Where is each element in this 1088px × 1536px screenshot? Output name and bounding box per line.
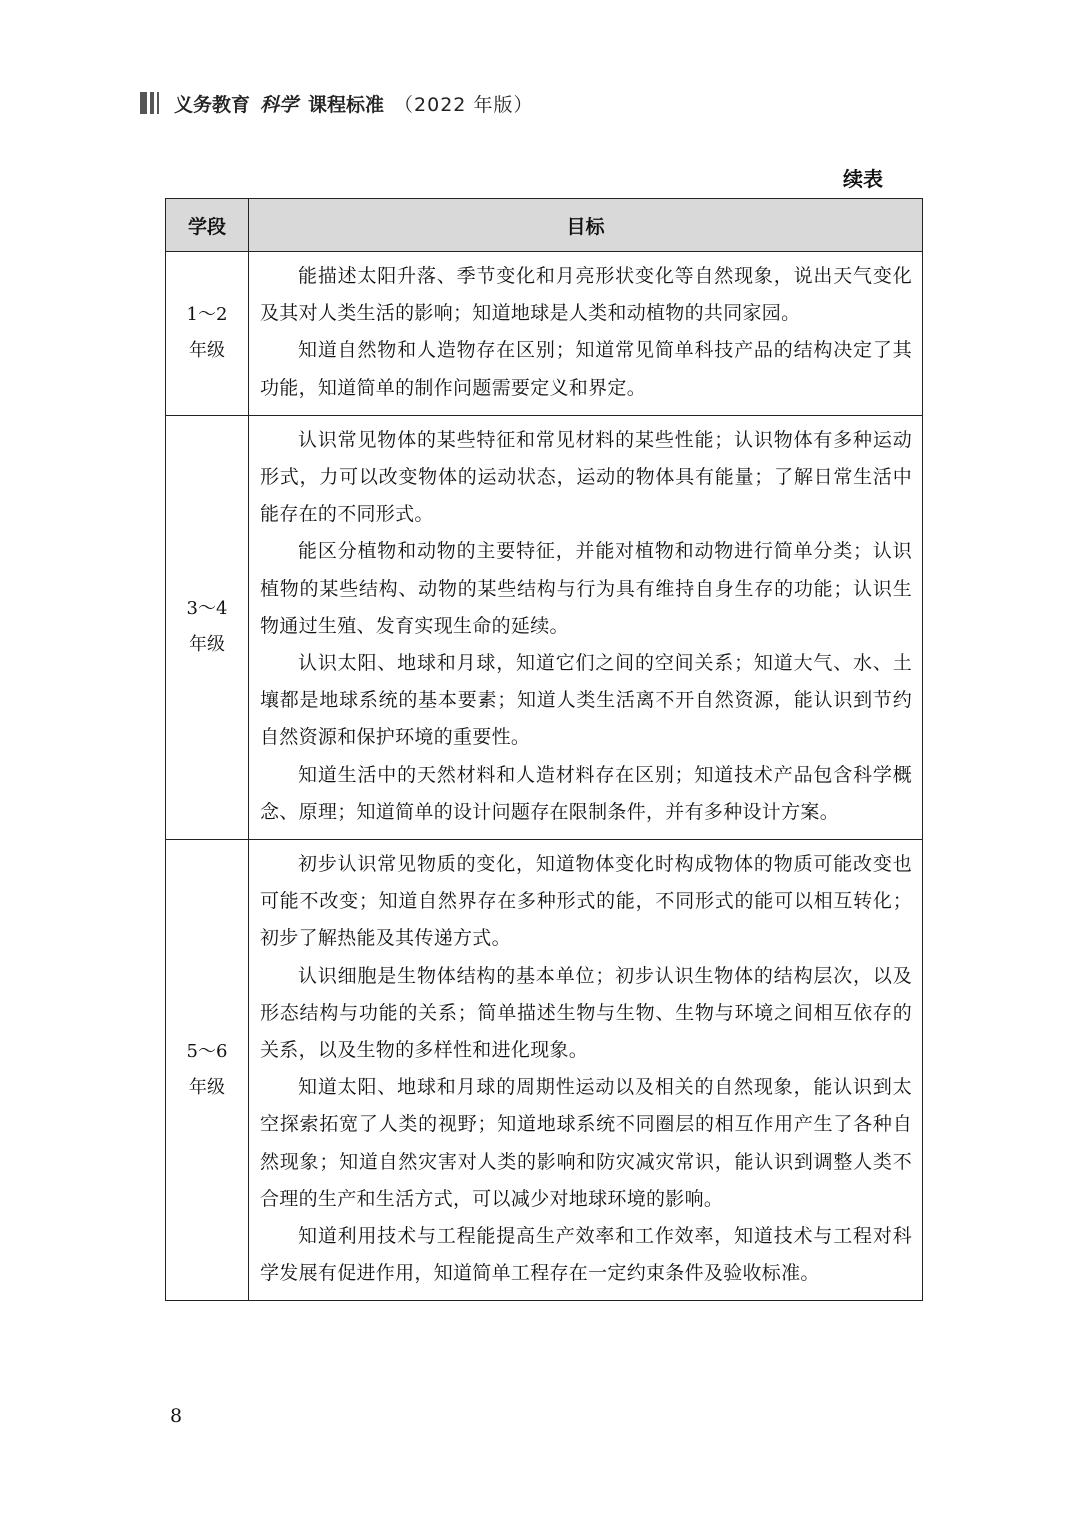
table-row [166,840,923,1301]
table-row [166,415,923,839]
header-goal: 目标 [249,199,923,252]
stage-cell [166,252,249,416]
stage-unit: 年级 [189,1077,225,1099]
stage-cell [166,840,249,1301]
goals-cell [249,252,923,416]
goal-paragraph: 能区分植物和动物的主要特征，并能对植物和动物进行简单分类；认识植物的某些结构、动物的某些结构与行为具有维持自身生存的功能；认识生物通过生殖、发育实现生命的延续。 [260,540,912,637]
header-subject: 科学 [260,93,299,116]
header-stage: 学段 [166,199,249,252]
goal-paragraph: 知道太阳、地球和月球的周期性运动以及相关的自然现象，能认识到太空探索拓宽了人类的视野；知道地球系统不同圈层的相互作用产生了各种自然现象；知道自然灾害对人类的影响和防灾减灾常识，能认识到调整人类不合理的生产和生活方式，可以减少对地球环境的影响。 [260,1076,912,1210]
goal-paragraph: 能描述太阳升落、季节变化和月亮形状变化等自然现象，说出天气变化及其对人类生活的影响；知道地球是人类和动植物的共同家园。 [260,265,912,325]
goal-paragraph: 知道生活中的天然材料和人造材料存在区别；知道技术产品包含科学概念、原理；知道简单的设计问题存在限制条件，并有多种设计方案。 [260,763,912,823]
header-edition: （2022 年版） [394,93,534,116]
goal-paragraph: 知道利用技术与工程能提高生产效率和工作效率，知道技术与工程对科学发展有促进作用，知道简单工程存在一定约束条件及验收标准。 [260,1225,912,1285]
stage-range: 5～6 [186,1041,228,1063]
stage-unit: 年级 [189,634,225,656]
page-number: 8 [170,1405,183,1427]
goals-cell [249,415,923,839]
header-series: 义务教育 [174,93,251,116]
header-title: 课程标准 [308,93,385,116]
goal-paragraph: 认识太阳、地球和月球，知道它们之间的空间关系；知道大气、水、土壤都是地球系统的基本要素；知道人类生活离不开自然资源，能认识到节约自然资源和保护环境的重要性。 [260,652,912,749]
goals-table [165,198,923,1301]
running-header [140,88,533,118]
goal-paragraph: 认识常见物体的某些特征和常见材料的某些性能；认识物体有多种运动形式，力可以改变物体的运动状态，运动的物体具有能量；了解日常生活中能存在的不同形式。 [260,428,912,526]
table-row [166,252,923,416]
continued-label: 续表 [843,167,883,191]
stage-unit: 年级 [189,340,225,362]
stage-cell [166,415,249,839]
table-header-row [166,199,923,252]
stage-range: 3～4 [186,598,228,620]
stage-range: 1～2 [186,304,228,326]
header-bars-icon [140,92,162,114]
goals-cell [249,840,923,1301]
goal-paragraph: 初步认识常见物质的变化，知道物体变化时构成物体的物质可能改变也可能不改变；知道自然界存在多种形式的能，不同形式的能可以相互转化；初步了解热能及其传递方式。 [260,853,912,950]
goal-paragraph: 知道自然物和人造物存在区别；知道常见简单科技产品的结构决定了其功能，知道简单的制作问题需要定义和界定。 [260,339,912,399]
goal-paragraph: 认识细胞是生物体结构的基本单位；初步认识生物体的结构层次，以及形态结构与功能的关系；简单描述生物与生物、生物与环境之间相互依存的关系，以及生物的多样性和进化现象。 [260,964,912,1062]
